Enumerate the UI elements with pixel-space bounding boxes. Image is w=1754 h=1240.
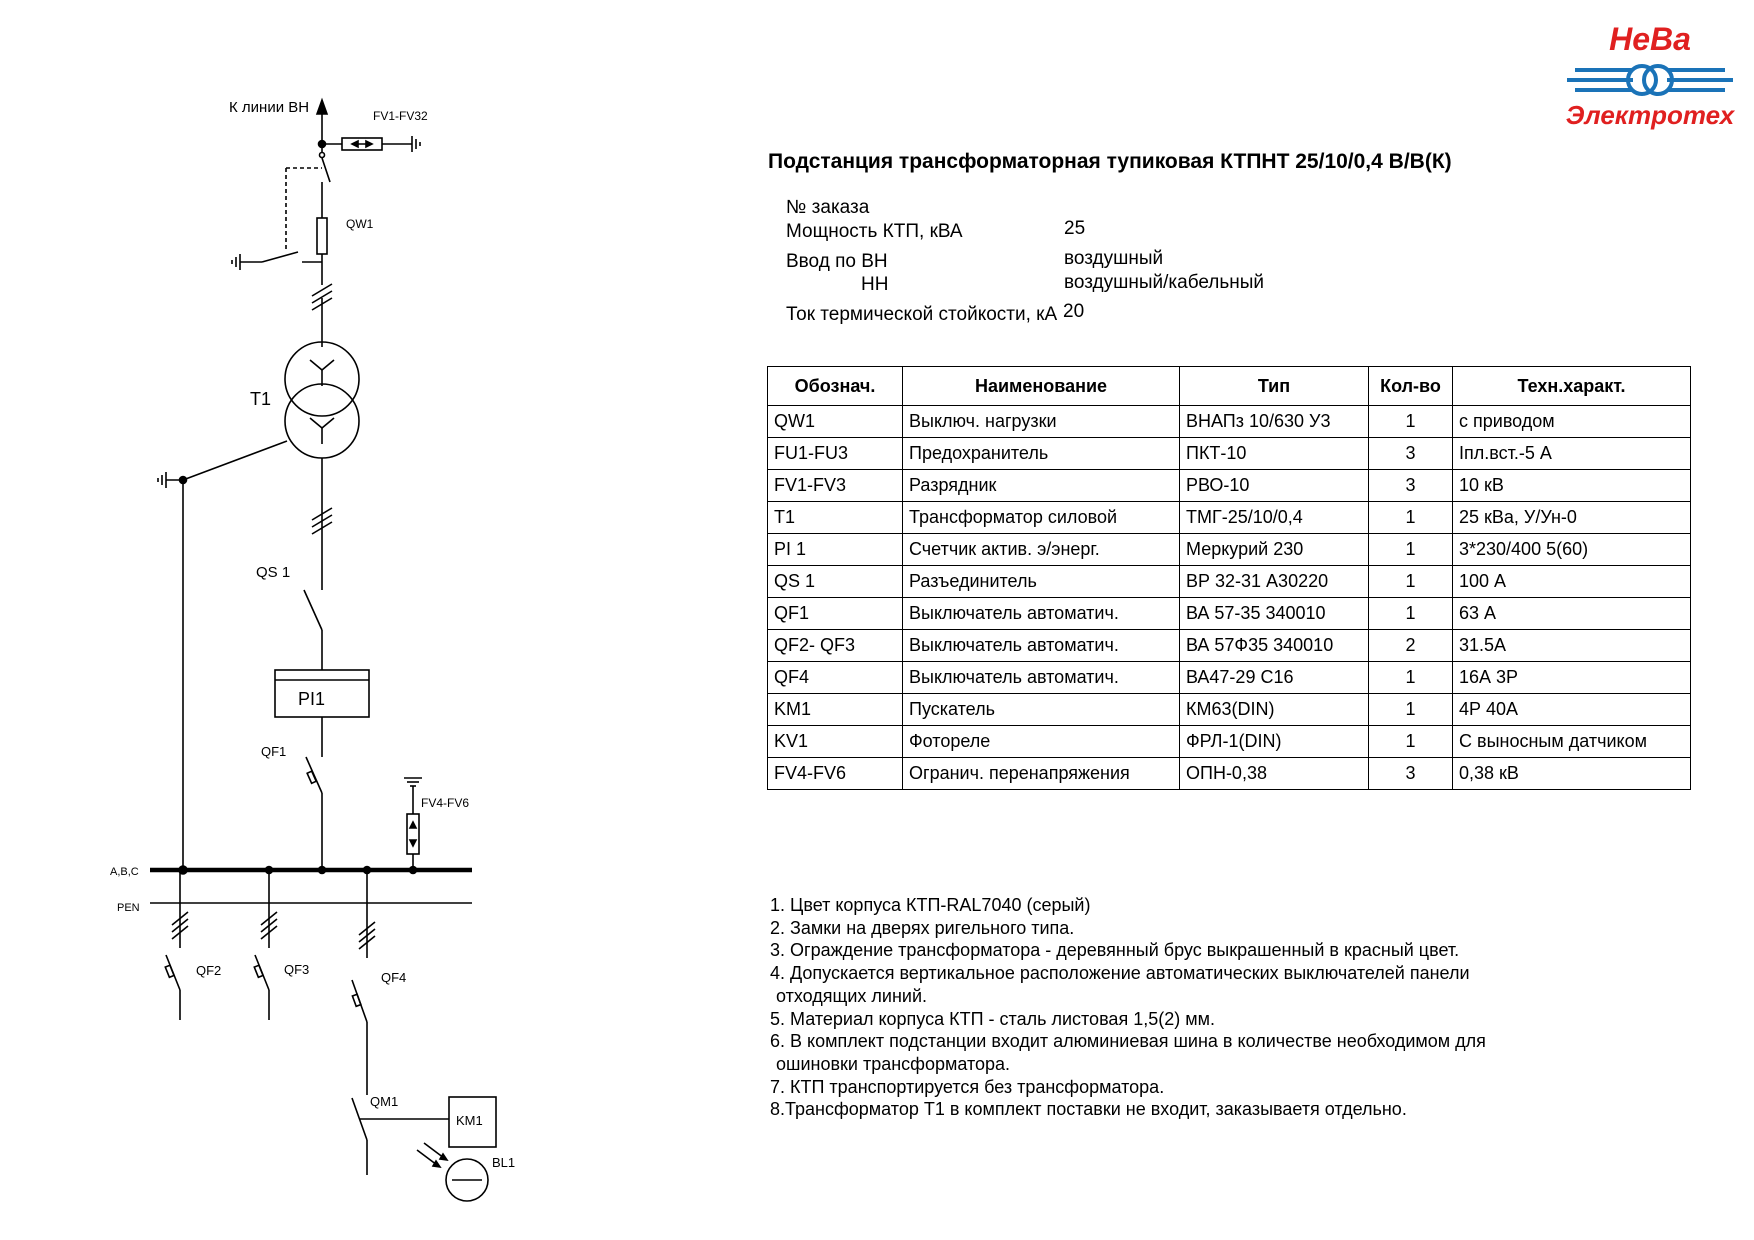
label-qf3: QF3 <box>284 962 310 977</box>
table-row <box>768 502 1691 534</box>
table-cell: КМ63(DIN) <box>1180 694 1369 726</box>
table-cell: KV1 <box>768 726 903 758</box>
input-label: Ввод по ВН <box>786 251 888 272</box>
label-fv4: FV4-FV6 <box>421 796 470 810</box>
table-cell: 100 А <box>1453 566 1691 598</box>
table-cell: С выносным датчиком <box>1453 726 1691 758</box>
table-cell: 1 <box>1369 662 1453 694</box>
table-cell: 4Р 40А <box>1453 694 1691 726</box>
table-cell: QF2- QF3 <box>768 630 903 662</box>
col-header: Кол-во <box>1369 367 1453 406</box>
table-cell: 25 кВа, У/Ун-0 <box>1453 502 1691 534</box>
table-cell: 1 <box>1369 726 1453 758</box>
table-cell: Выключатель автоматич. <box>903 630 1180 662</box>
table-cell: 2 <box>1369 630 1453 662</box>
table-cell: QF4 <box>768 662 903 694</box>
load-switch-qw1 <box>232 148 332 347</box>
table-cell: 31.5А <box>1453 630 1691 662</box>
table-cell: 0,38 кВ <box>1453 758 1691 790</box>
table-header-row <box>768 367 1691 406</box>
table-cell: FV4-FV6 <box>768 758 903 790</box>
neva-elektrotech-logo <box>1555 20 1745 135</box>
table-row <box>768 566 1691 598</box>
table-cell: ПКТ-10 <box>1180 438 1369 470</box>
note-item: 3. Ограждение трансформатора - деревянный брус выкрашенный в красный цвет. <box>770 940 1460 961</box>
table-cell: KM1 <box>768 694 903 726</box>
table-row <box>768 726 1691 758</box>
thermal-value: 20 <box>1063 301 1085 322</box>
table-cell: 1 <box>1369 502 1453 534</box>
table-cell: Пускатель <box>903 694 1180 726</box>
label-qm1: QM1 <box>370 1094 399 1109</box>
table-cell: Счетчик актив. э/энерг. <box>903 534 1180 566</box>
note-item: 7. КТП транспортируется без трансформатора. <box>770 1076 1165 1097</box>
logo-line2: Электротех <box>1565 100 1735 130</box>
table-cell: QW1 <box>768 406 903 438</box>
table-cell: FU1-FU3 <box>768 438 903 470</box>
table-row <box>768 630 1691 662</box>
table-cell: Iпл.вст.-5 А <box>1453 438 1691 470</box>
table-row <box>768 662 1691 694</box>
table-cell: ТМГ-25/10/0,4 <box>1180 502 1369 534</box>
notes-list <box>770 894 1670 1121</box>
thermal-label: Ток термической стойкости, кА <box>786 304 1058 325</box>
photo-sensor-bl1 <box>417 1143 488 1201</box>
table-cell: T1 <box>768 502 903 534</box>
table-cell: QS 1 <box>768 566 903 598</box>
table-cell: РВО-10 <box>1180 470 1369 502</box>
single-line-diagram <box>0 0 560 1240</box>
label-pen: PEN <box>117 902 140 914</box>
label-fv-top: FV1-FV32 <box>373 109 428 123</box>
label-qf4: QF4 <box>381 970 407 985</box>
table-row <box>768 470 1691 502</box>
table-cell: Разъединитель <box>903 566 1180 598</box>
col-header: Техн.характ. <box>1453 367 1691 406</box>
table-cell: ВА 57-35 340010 <box>1180 598 1369 630</box>
logo-waves-icon <box>1567 66 1733 94</box>
table-cell: ВНАПз 10/630 У3 <box>1180 406 1369 438</box>
order-label: № заказа <box>786 197 870 218</box>
input-lv-value: воздушный/кабельный <box>1064 272 1265 293</box>
table-row <box>768 694 1691 726</box>
label-pi1: PI1 <box>298 689 326 709</box>
power-value: 25 <box>1064 218 1086 239</box>
table-cell: Разрядник <box>903 470 1180 502</box>
label-qf1: QF1 <box>261 744 287 759</box>
table-cell: с приводом <box>1453 406 1691 438</box>
table-cell: 1 <box>1369 534 1453 566</box>
label-qw1: QW1 <box>346 217 374 231</box>
hv-arrow <box>317 100 327 114</box>
table-cell: 1 <box>1369 598 1453 630</box>
label-t1: T1 <box>250 389 272 409</box>
note-item: отходящих линий. <box>776 985 927 1006</box>
table-cell: Выключ. нагрузки <box>903 406 1180 438</box>
table-cell: 1 <box>1369 694 1453 726</box>
table-cell: Огранич. перенапряжения <box>903 758 1180 790</box>
label-qf2: QF2 <box>196 963 222 978</box>
label-qs1: QS 1 <box>256 564 291 581</box>
note-item: 5. Материал корпуса КТП - сталь листовая 1,5(2) мм. <box>770 1008 1215 1029</box>
table-row <box>768 406 1691 438</box>
table-cell: 3*230/400 5(60) <box>1453 534 1691 566</box>
power-label: Мощность КТП, кВА <box>786 221 963 242</box>
table-cell: 1 <box>1369 406 1453 438</box>
table-cell: PI 1 <box>768 534 903 566</box>
label-line-hv: К линии ВН <box>229 99 310 116</box>
breaker-qf1 <box>306 757 322 870</box>
table-cell: 3 <box>1369 758 1453 790</box>
logo-line1: НеВа <box>1609 21 1691 57</box>
col-header: Тип <box>1180 367 1369 406</box>
table-cell: Выключатель автоматич. <box>903 598 1180 630</box>
table-cell: 1 <box>1369 566 1453 598</box>
label-abc: A,B,C <box>110 866 139 878</box>
table-row <box>768 758 1691 790</box>
note-item: 8.Трансформатор Т1 в комплект поставки не входит, заказываетя отдельно. <box>770 1099 1407 1120</box>
breaker-qf2 <box>165 870 188 1020</box>
table-cell: 3 <box>1369 438 1453 470</box>
page-title: Подстанция трансформаторная тупиковая КТПНТ 25/10/0,4 В/В(К) <box>768 150 1452 173</box>
specification-table <box>767 366 1691 790</box>
note-item: 1. Цвет корпуса КТП-RAL7040 (серый) <box>770 895 1091 915</box>
table-cell: ФРЛ-1(DIN) <box>1180 726 1369 758</box>
table-cell: ВА47-29 С16 <box>1180 662 1369 694</box>
surge-arrester-fv4 <box>404 778 422 870</box>
table-cell: Меркурий 230 <box>1180 534 1369 566</box>
meter-pi1 <box>275 670 369 757</box>
table-cell: Фотореле <box>903 726 1180 758</box>
surge-arrester-fv1 <box>322 136 420 152</box>
label-km1: KM1 <box>456 1113 483 1128</box>
table-cell: 16А 3Р <box>1453 662 1691 694</box>
table-row <box>768 438 1691 470</box>
col-header: Обознач. <box>768 367 903 406</box>
note-item: 2. Замки на дверях ригельного типа. <box>770 917 1075 938</box>
table-cell: Выключатель автоматич. <box>903 662 1180 694</box>
note-item: 6. В комплект подстанции входит алюминиевая шина в количестве необходимом для <box>770 1031 1486 1052</box>
table-cell: 63 А <box>1453 598 1691 630</box>
table-cell: Трансформатор силовой <box>903 502 1180 534</box>
input-lv-label: НН <box>861 274 889 295</box>
col-header: Наименование <box>903 367 1180 406</box>
breaker-qf3 <box>254 870 277 1020</box>
table-cell: ВА 57Ф35 340010 <box>1180 630 1369 662</box>
table-cell: 3 <box>1369 470 1453 502</box>
note-item: 4. Допускается вертикальное расположение автоматических выключателей панели <box>770 963 1470 984</box>
table-cell: QF1 <box>768 598 903 630</box>
table-cell: ВР 32-31 А30220 <box>1180 566 1369 598</box>
label-bl1: BL1 <box>492 1155 516 1170</box>
disconnector-qs1 <box>304 565 322 670</box>
table-row <box>768 534 1691 566</box>
table-cell: ОПН-0,38 <box>1180 758 1369 790</box>
table-cell: FV1-FV3 <box>768 470 903 502</box>
table-cell: 10 кВ <box>1453 470 1691 502</box>
table-row <box>768 598 1691 630</box>
note-item: ошиновки трансформатора. <box>776 1053 1011 1074</box>
table-cell: Предохранитель <box>903 438 1180 470</box>
input-hv-value: воздушный <box>1064 248 1164 269</box>
transformer-t1 <box>158 342 359 870</box>
